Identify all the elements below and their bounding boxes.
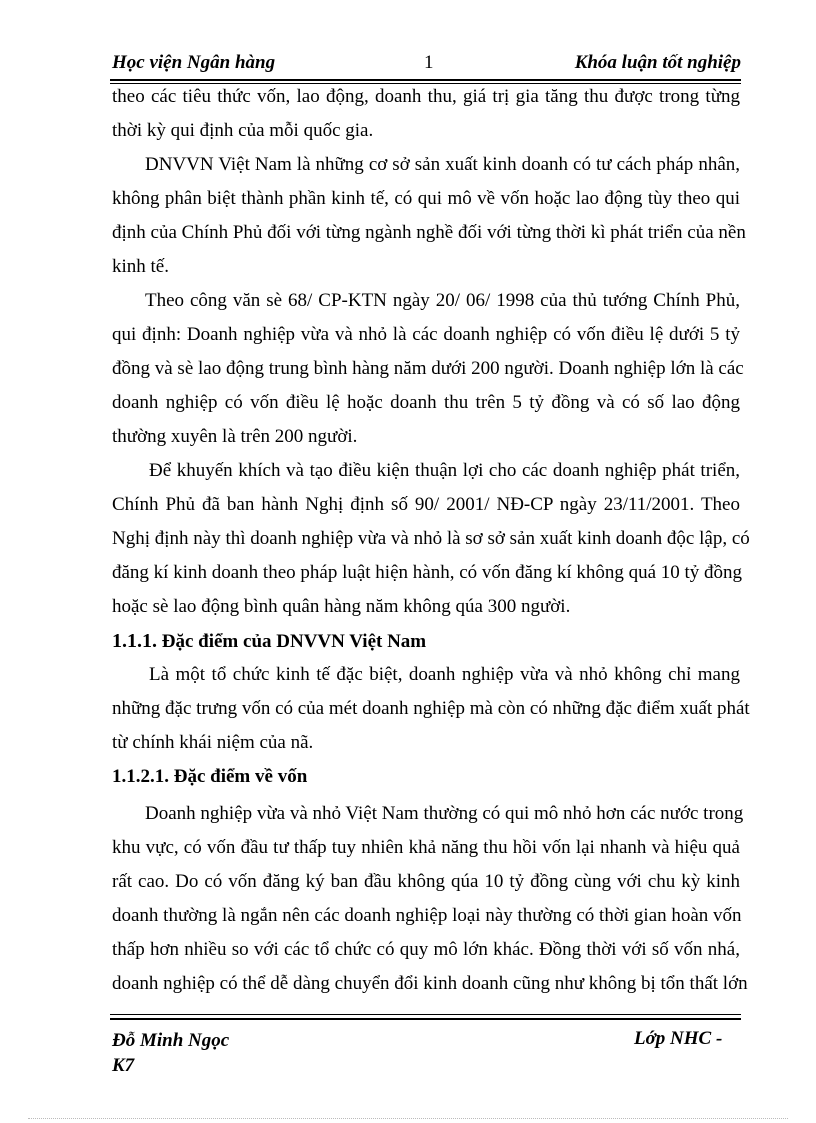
text-line: hoặc sè lao động bình quân hàng năm không qúa 300 người. (112, 596, 571, 617)
text-line: DNVVN Việt Nam là những cơ sở sản xuất kinh doanh có tư cách pháp nhân, (145, 154, 740, 175)
text-line: doanh nghiệp có thể dễ dàng chuyển đổi kinh doanh cũng như không bị tổn thất lớn (112, 973, 748, 994)
footer-rule-thin (110, 1014, 741, 1015)
text-line: thời kỳ qui định của mỗi quốc gia. (112, 120, 374, 141)
section-number: 1.1.1. (112, 630, 157, 652)
text-line: doanh nghiệp có vốn điều lệ hoặc doanh thu trên 5 tỷ đồng và có số lao động (112, 392, 740, 413)
text-line: rất cao. Do có vốn đăng ký ban đầu không qúa 10 tỷ đồng cùng với chu kỳ kinh (112, 871, 740, 892)
text-line: doanh thường là ngắn nên các doanh nghiệp loại này thường có thời gian hoàn vốn (112, 905, 742, 926)
page-number: 1 (424, 52, 434, 73)
footer-rule (110, 1018, 741, 1020)
text-line: kinh tế. (112, 256, 169, 277)
paragraph (112, 658, 750, 760)
paragraph (112, 80, 740, 148)
text-line: Theo công văn sè 68/ CP-KTN ngày 20/ 06/ 1998 của thủ tướng Chính Phủ, (145, 290, 740, 311)
text-line: từ chính khái niệm của nã. (112, 732, 314, 753)
text-line: Nghị định này thì doanh nghiệp vừa và nhỏ là sơ sở sản xuất kinh doanh độc lập, có (112, 528, 750, 549)
section-heading (112, 624, 740, 658)
text-line: thường xuyên là trên 200 người. (112, 426, 358, 447)
header-school: Học viện Ngân hàng (112, 52, 276, 73)
text-line: Chính Phủ đã ban hành Nghị định số 90/ 2001/ NĐ-CP ngày 23/11/2001. Theo (112, 494, 740, 515)
text-line: Là một tổ chức kinh tế đặc biệt, doanh nghiệp vừa và nhỏ không chỉ mang (149, 664, 740, 685)
section-title: Đặc điểm của DNVVN Việt Nam (161, 631, 427, 652)
page-edge-divider (28, 1118, 788, 1119)
subsection-heading: 1.1.2.1. Đặc điểm về vốn (112, 766, 308, 787)
paragraph (112, 148, 746, 284)
text-line: Doanh nghiệp vừa và nhỏ Việt Nam thường có qui mô nhỏ hơn các nước trong (145, 803, 744, 824)
footer-author: Đỗ Minh Ngọc K7 (112, 1030, 230, 1076)
paragraph (112, 454, 750, 624)
text-line: qui định: Doanh nghiệp vừa và nhỏ là các doanh nghiệp có vốn điều lệ dưới 5 tỷ (112, 324, 740, 345)
text-line: Để khuyến khích và tạo điều kiện thuận lợi cho các doanh nghiệp phát triển, (149, 460, 740, 481)
paragraph (112, 284, 744, 454)
document-body (112, 80, 750, 1001)
text-line: những đặc trưng vốn có của mét doanh nghiệp mà còn có những đặc điểm xuất phát (112, 698, 750, 719)
text-line: đăng kí kinh doanh theo pháp luật hiện hành, có vốn đăng kí không quá 10 tỷ đồng (112, 562, 743, 583)
header-thesis-title: Khóa luận tốt nghiệp (574, 52, 741, 73)
text-line: đồng và sè lao động trung bình hàng năm dưới 200 người. Doanh nghiệp lớn là các (112, 358, 744, 379)
text-line: khu vực, có vốn đầu tư thấp tuy nhiên khả năng thu hồi vốn lại nhanh và hiệu quả (112, 837, 740, 858)
footer-class: Lớp NHC - (634, 1028, 723, 1049)
text-line: thấp hơn nhiều so với các tổ chức có quy mô lớn khác. Đồng thời với số vốn nhá, (112, 939, 740, 960)
text-line: không phân biệt thành phần kinh tế, có qui mô về vốn hoặc lao động tùy theo qui (112, 188, 740, 209)
paragraph (112, 797, 748, 1001)
text-line: định của Chính Phủ đối với từng ngành nghề đối với từng thời kì phát triển của nền (112, 222, 746, 243)
text-line: theo các tiêu thức vốn, lao động, doanh thu, giá trị gia tăng thu được trong từng (112, 86, 740, 107)
